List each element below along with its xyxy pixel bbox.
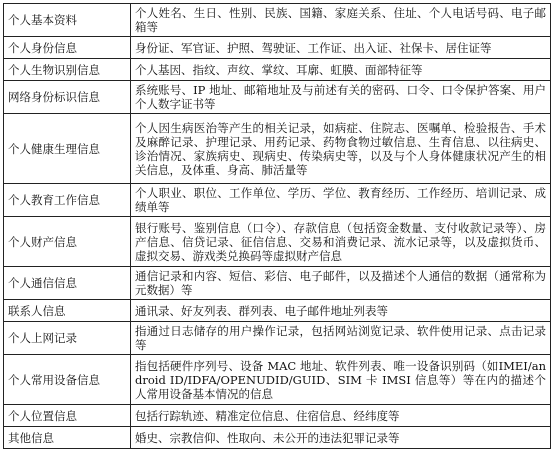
category-cell: 个人位置信息 — [4, 405, 131, 427]
table-row — [4, 184, 551, 217]
category-cell: 网络身份标识信息 — [4, 81, 131, 114]
category-cell: 个人常用设备信息 — [4, 355, 131, 405]
table-row — [4, 405, 551, 427]
table-row — [4, 217, 551, 267]
description-cell: 通信记录和内容、短信、彩信、电子邮件，以及描述个人通信的数据（通常称为元数据）等 — [131, 267, 551, 300]
description-cell: 个人因生病医治等产生的相关记录，如病症、住院志、医嘱单、检验报告、手术及麻醉记录、护理记录、用药记录、药物食物过敏信息、生育信息、以往病史、诊治情况、家族病史、现病史、传染病史等，以及与个人身体健康状况产生的相关信息，及体重、身高、肺活量等 — [131, 114, 551, 184]
table-row — [4, 37, 551, 59]
table-row — [4, 81, 551, 114]
category-cell: 个人通信信息 — [4, 267, 131, 300]
personal-info-table — [3, 3, 551, 449]
category-cell: 个人健康生理信息 — [4, 114, 131, 184]
category-cell: 个人教育工作信息 — [4, 184, 131, 217]
table-row — [4, 114, 551, 184]
category-cell: 联系人信息 — [4, 300, 131, 322]
category-cell: 个人生物识别信息 — [4, 59, 131, 81]
description-cell: 通讯录、好友列表、群列表、电子邮件地址列表等 — [131, 300, 551, 322]
table-row — [4, 59, 551, 81]
table-row — [4, 427, 551, 449]
description-cell: 系统账号、IP 地址、邮箱地址及与前述有关的密码、口令、口令保护答案、用户个人数字证书等 — [131, 81, 551, 114]
description-cell: 婚史、宗教信仰、性取向、未公开的违法犯罪记录等 — [131, 427, 551, 449]
category-cell: 个人基本资料 — [4, 4, 131, 37]
table-row — [4, 355, 551, 405]
description-cell: 个人职业、职位、工作单位、学历、学位、教育经历、工作经历、培训记录、成绩单等 — [131, 184, 551, 217]
description-cell: 指包括硬件序列号、设备 MAC 地址、软件列表、唯一设备识别码（如IMEI/android ID/IDFA/OPENUDID/GUID、SIM 卡 IMSI 信息等）等在内的描述个人常用设备基本情况的信息 — [131, 355, 551, 405]
description-cell: 指通过日志储存的用户操作记录，包括网站浏览记录、软件使用记录、点击记录等 — [131, 322, 551, 355]
category-cell: 其他信息 — [4, 427, 131, 449]
table-row — [4, 4, 551, 37]
table-row — [4, 267, 551, 300]
description-cell: 身份证、军官证、护照、驾驶证、工作证、出入证、社保卡、居住证等 — [131, 37, 551, 59]
description-cell: 包括行踪轨迹、精准定位信息、住宿信息、经纬度等 — [131, 405, 551, 427]
category-cell: 个人身份信息 — [4, 37, 131, 59]
description-cell: 银行账号、鉴别信息（口令）、存款信息（包括资金数量、支付收款记录等）、房产信息、信贷记录、征信信息、交易和消费记录、流水记录等，以及虚拟货币、虚拟交易、游戏类兑换码等虚拟财产信息 — [131, 217, 551, 267]
table-row — [4, 322, 551, 355]
category-cell: 个人上网记录 — [4, 322, 131, 355]
document-page — [3, 3, 551, 449]
category-cell: 个人财产信息 — [4, 217, 131, 267]
description-cell: 个人姓名、生日、性别、民族、国籍、家庭关系、住址、个人电话号码、电子邮箱等 — [131, 4, 551, 37]
table-row — [4, 300, 551, 322]
description-cell: 个人基因、指纹、声纹、掌纹、耳廓、虹膜、面部特征等 — [131, 59, 551, 81]
